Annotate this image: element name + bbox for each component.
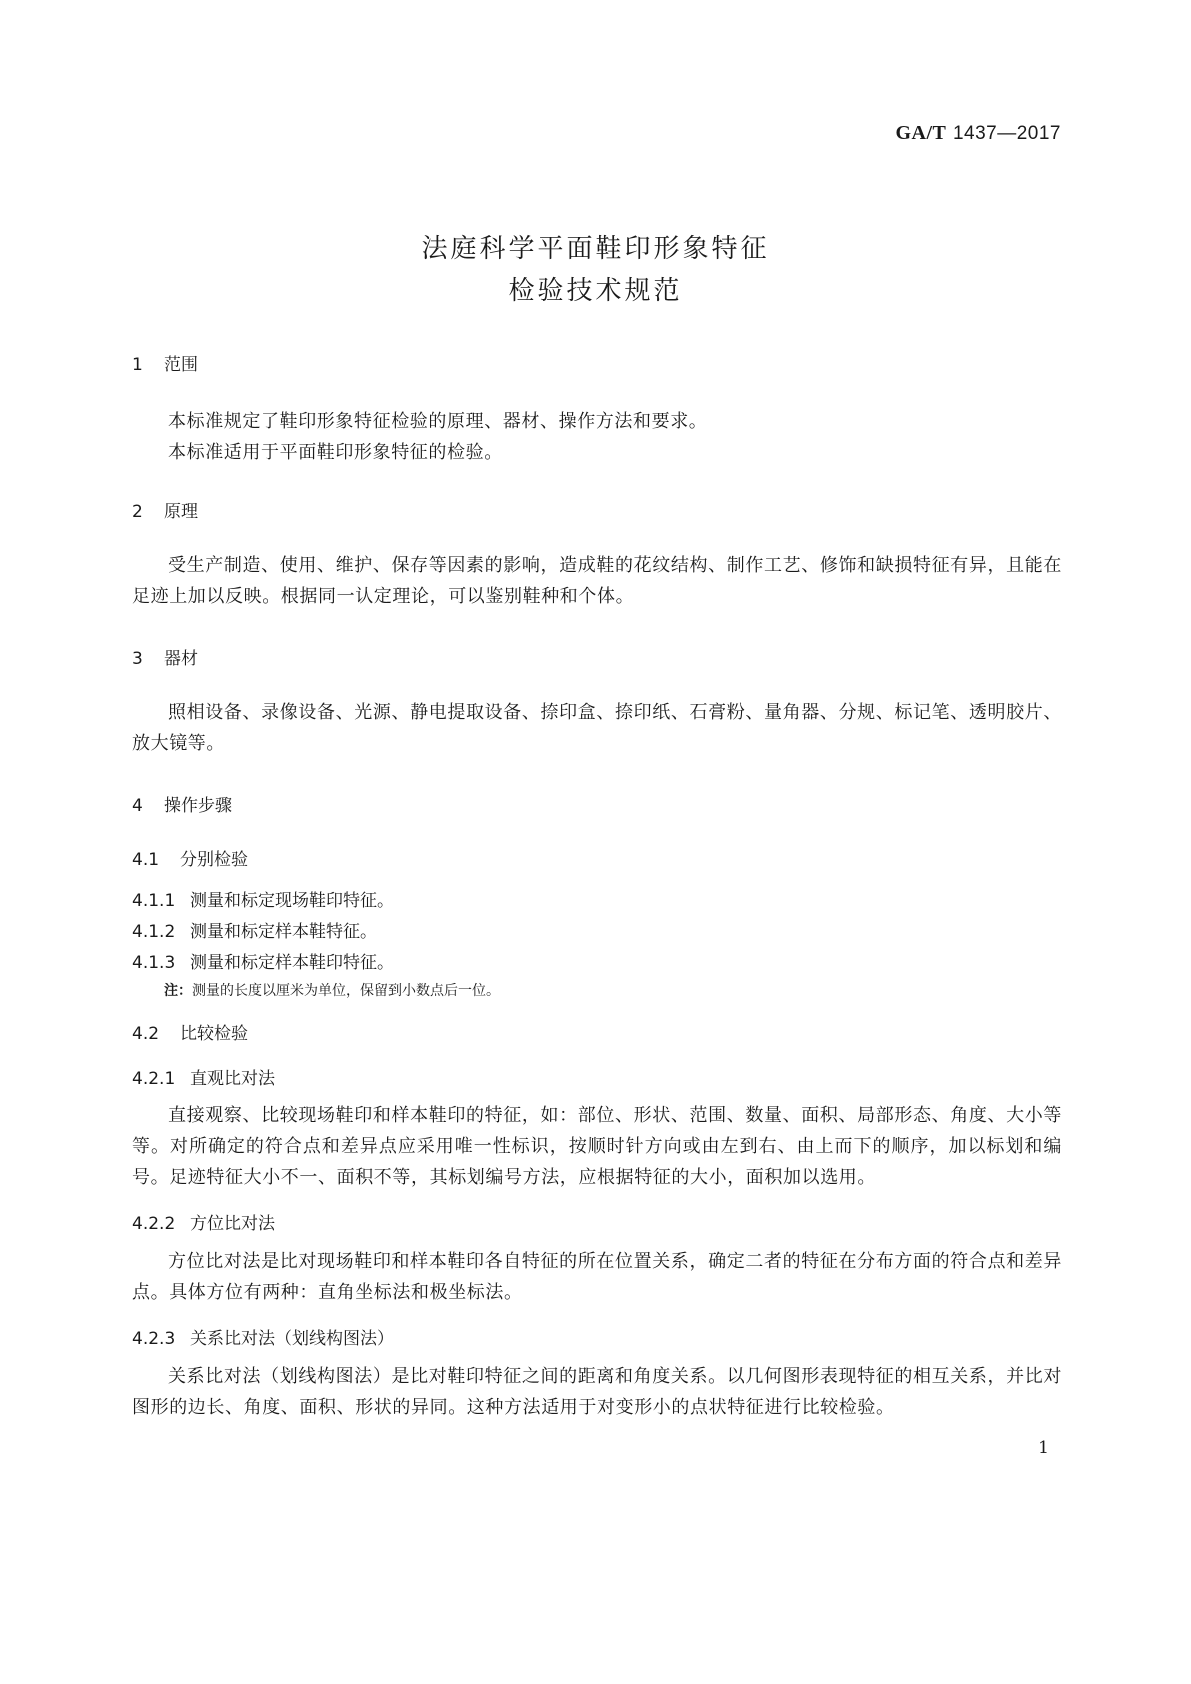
section-2-heading xyxy=(132,497,198,522)
section-3-heading xyxy=(132,644,198,669)
section-title: 器材 xyxy=(164,649,198,669)
relation-comparison-paragraph: 关系比对法（划线构图法）是比对鞋印特征之间的距离和角度关系。以几何图形表现特征的相互关系，并比对图形的边长、角度、面积、形状的异同。这种方法适用于对变形小的点状特征进行比较检验。 xyxy=(132,1366,1062,1418)
section-4-heading xyxy=(132,791,232,816)
document-title-line2: 检验技术规范 xyxy=(508,276,683,306)
document-title-line1: 法庭科学平面鞋印形象特征 xyxy=(421,234,770,264)
section-number: 4 xyxy=(132,796,143,816)
section-number: 4.2 xyxy=(132,1024,160,1044)
standard-prefix: GA/T xyxy=(895,122,947,144)
equipment-paragraph: 照相设备、录像设备、光源、静电提取设备、捺印盒、捺印纸、石膏粉、量角器、分规、标记笔、透明胶片、放大镜等。 xyxy=(132,702,1062,754)
section-1-heading xyxy=(132,350,198,375)
section-title: 范围 xyxy=(164,355,198,375)
note-label: 注： xyxy=(164,983,192,999)
section-4-1-heading xyxy=(132,845,248,870)
section-number: 1 xyxy=(132,355,143,375)
section-title: 比较检验 xyxy=(180,1024,248,1044)
clause-4-1-3: 4.1.3 测量和标定样本鞋印特征。 xyxy=(132,953,394,973)
section-title: 分别检验 xyxy=(180,850,248,870)
section-title: 直观比对法 xyxy=(190,1069,275,1089)
principle-paragraph: 受生产制造、使用、维护、保存等因素的影响，造成鞋的花纹结构、制作工艺、修饰和缺损特征有异，且能在足迹上加以反映。根据同一认定理论，可以鉴别鞋种和个体。 xyxy=(132,555,1062,607)
section-number: 4.2.1 xyxy=(132,1069,176,1089)
note-text: 测量的长度以厘米为单位，保留到小数点后一位。 xyxy=(192,983,500,999)
clause-4-1-2: 4.1.2 测量和标定样本鞋特征。 xyxy=(132,922,377,942)
measurement-note xyxy=(164,980,500,1000)
section-4-2-1-heading xyxy=(132,1064,275,1089)
direct-comparison-paragraph: 直接观察、比较现场鞋印和样本鞋印的特征，如：部位、形状、范围、数量、面积、局部形态、角度、大小等等。对所确定的符合点和差异点应采用唯一性标识，按顺时针方向或由左到右、由上而下的顺序，加以标划和编号。足迹特征大小不一、面积不等，其标划编号方法，应根据特征的大小，面积加以选用。 xyxy=(132,1105,1062,1188)
section-number: 3 xyxy=(132,649,143,669)
section-title: 原理 xyxy=(164,502,198,522)
scope-line-1: 本标准规定了鞋印形象特征检验的原理、器材、操作方法和要求。 xyxy=(168,411,708,432)
section-title: 关系比对法（划线构图法） xyxy=(190,1329,394,1349)
standard-code xyxy=(896,122,1062,145)
section-number: 4.2.2 xyxy=(132,1214,176,1234)
clause-4-1-1: 4.1.1 测量和标定现场鞋印特征。 xyxy=(132,891,394,911)
scope-line-2: 本标准适用于平面鞋印形象特征的检验。 xyxy=(168,442,503,463)
section-4-2-2-heading xyxy=(132,1209,275,1234)
section-number: 4.1 xyxy=(132,850,160,870)
page-number: 1 xyxy=(1038,1438,1049,1458)
section-title: 方位比对法 xyxy=(190,1214,275,1234)
standard-number: 1437—2017 xyxy=(952,123,1061,144)
section-number: 4.2.3 xyxy=(132,1329,176,1349)
section-number: 2 xyxy=(132,502,143,522)
section-title: 操作步骤 xyxy=(164,796,232,816)
section-4-2-heading xyxy=(132,1019,248,1044)
orientation-comparison-paragraph: 方位比对法是比对现场鞋印和样本鞋印各自特征的所在位置关系，确定二者的特征在分布方面的符合点和差异点。具体方位有两种：直角坐标法和极坐标法。 xyxy=(132,1251,1062,1303)
section-4-2-3-heading xyxy=(132,1324,394,1349)
